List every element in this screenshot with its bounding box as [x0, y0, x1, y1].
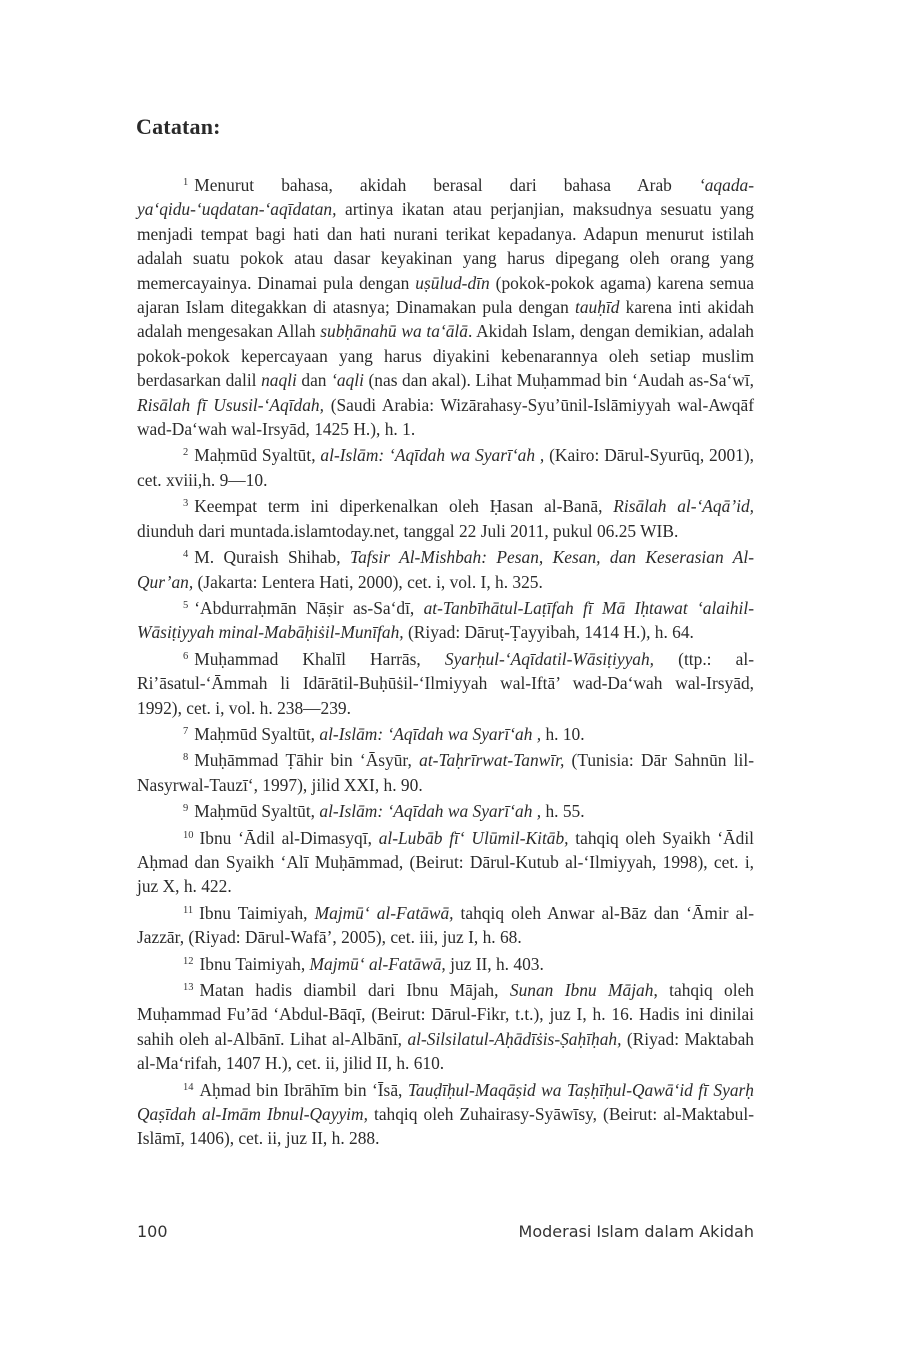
- endnote-text: Ibnu ‘Ādil al-Dimasyqī,: [199, 827, 379, 848]
- endnote-title-italic: ‘aqli: [331, 370, 364, 391]
- endnote-text: h. 55.: [541, 801, 585, 822]
- endnote-text: (Riyad: Dāruṭ-Ṭayyibah, 1414 H.), h. 64.: [403, 622, 694, 643]
- endnote-text: Muḥammad Khalīl Harrās,: [194, 648, 445, 669]
- endnote-title-italic: Majmū‘ al-Fatāwā,: [309, 953, 446, 974]
- endnote-text: tahqiq oleh Zuhairasy-Syāwīsy, (Beirut: al-Maktabul-Islāmī, 1406), cet. ii, juz II, h. 288.: [137, 1104, 754, 1149]
- endnote-number: 6: [183, 650, 189, 662]
- endnote-1: [137, 171, 754, 441]
- endnote-title-italic: al-Silsilatul-Aḥādīṡis-Ṣaḥīḥah,: [407, 1028, 622, 1049]
- endnote-text: Maḥmūd Syaltūt,: [194, 801, 320, 822]
- endnote-title-italic: al-Islām: ‘Aqīdah wa Syarī‘ah ,: [320, 445, 545, 466]
- endnote-text: Muḥāmmad Ṭāhir bin ‘Āsyūr,: [194, 750, 420, 771]
- endnote-12: [137, 950, 754, 976]
- endnote-text: Maḥmūd Syaltūt,: [194, 445, 321, 466]
- endnote-number: 5: [183, 599, 189, 611]
- endnote-title-italic: at-Taḥrīrwat-Tanwīr,: [419, 750, 565, 771]
- endnote-text: tahqiq oleh Syaikh ‘Ādil Aḥmad dan Syaikh ‘Alī Muḥāmmad, (Beirut: Dārul-Kutub al-‘Ilmiyyah, 1998), cet. i, juz X, h. 422.: [137, 827, 754, 897]
- endnote-text: diunduh dari muntada.islamtoday.net, tanggal 22 Juli 2011, pukul 06.25 WIB.: [137, 520, 679, 541]
- page-heading: Catatan:: [136, 114, 221, 139]
- endnote-title-italic: Sunan Ibnu Mājah: [509, 980, 654, 1000]
- endnote-text: dan: [296, 370, 332, 391]
- endnote-number: 2: [183, 447, 189, 459]
- endnote-title-italic: Majmū‘ al-Fatāwā,: [314, 902, 454, 923]
- endnote-5: [137, 594, 754, 645]
- endnote-title-italic: Tafsir Al-Mishbah: Pesan, Kesan, dan Keserasian Al-Qur’an,: [137, 547, 754, 592]
- endnote-text: juz II, h. 403.: [445, 953, 544, 974]
- endnote-11: [137, 899, 754, 950]
- endnotes-list: [137, 171, 754, 1151]
- page-number: 100: [137, 1222, 168, 1241]
- endnote-2: [137, 441, 754, 492]
- endnote-title-italic: Syarḥul-‘Aqīdatil-Wāsiṭiyyah,: [444, 648, 655, 669]
- endnote-number: 3: [183, 498, 189, 510]
- endnote-7: [137, 720, 754, 746]
- endnote-text: (pokok-pokok agama) karena semua ajaran Islam ditegakkan di atasnya; Dinamakan pula dengan: [137, 272, 754, 318]
- endnote-text: (nas dan akal). Lihat Muḥammad bin ‘Audah as-Sa‘wī,: [363, 370, 754, 391]
- endnote-title-italic: tauḥīd: [575, 297, 620, 318]
- endnote-text: artinya ikatan atau perjanjian, maksudnya sesuatu yang menjadi tempat bagi hati dan hati nurani terikat kepadanya. Adapun menurut istilah adalah suatu pokok atau dasar keyakinan yang harus dipegang oleh orang yang memercayainya. Dinamai pula dengan: [137, 199, 754, 293]
- endnote-3: [137, 492, 754, 543]
- endnote-text: Maḥmūd Syaltūt,: [194, 723, 320, 744]
- endnote-text: Ibnu Taimiyah,: [199, 902, 315, 923]
- endnote-text: . Akidah Islam, dengan demikian, adalah pokok-pokok kepercayaan yang harus diyakini kebenarannya oleh setiap muslim berdasarkan dalil: [137, 321, 754, 391]
- endnote-text: (Jakarta: Lentera Hati, 2000), cet. i, vol. I, h. 325.: [193, 571, 543, 592]
- endnote-10: [137, 824, 754, 899]
- endnote-title-italic: Risālah al-‘Aqā’id,: [613, 496, 754, 517]
- endnote-text: (Saudi Arabia: Wizārahasy-Syu’ūnil-Islāmiyyah wal-Awqāf wad-Da‘wah wal-Irsyād, 1425 H.), h. 1.: [137, 394, 754, 440]
- endnote-text: (ttp.: al-Ri’āsatul-‘Āmmah li Idārātil-Buḥūṡil-‘Ilmiyyah wal-Iftā’ wad-Da‘wah wal-Irsyād, 1992), cet. i, vol. h. 238—239.: [137, 648, 754, 718]
- endnote-title-italic: uṣūlud-dīn: [415, 272, 490, 293]
- endnote-title-italic: subḥānahū wa ta‘ālā: [320, 321, 468, 342]
- endnote-number: 1: [183, 177, 189, 188]
- endnote-text: Menurut bahasa, akidah berasal dari bahasa Arab: [194, 175, 699, 195]
- endnote-title-italic: ‘aqada-ya‘qidu-‘uqdatan-‘aqīdatan,: [137, 175, 754, 220]
- endnote-text: , tahqiq oleh Muḥammad Fu’ād ‘Abdul-Bāqī, (Beirut: Dārul-Fikr, t.t.), juz I, h. 16. Hadis ini dinilai sahih oleh al-Albānī. Lihat al-Albānī,: [137, 980, 754, 1049]
- endnote-text: karena inti akidah adalah mengesakan Allah: [137, 297, 754, 342]
- endnote-title-italic: al-Islām: ‘Aqīdah wa Syarī‘ah ,: [319, 723, 542, 744]
- endnote-title-italic: naqli: [261, 370, 297, 391]
- endnote-text: (Tunisia: Dār Sahnūn lil-Nasyrwal-Tauzī‘, 1997), jilid XXI, h. 90.: [137, 750, 755, 795]
- running-title: Moderasi Islam dalam Akidah: [518, 1222, 754, 1241]
- endnote-number: 12: [183, 955, 194, 967]
- endnote-text: (Kairo: Dārul-Syurūq, 2001), cet. xviii,h. 9—10.: [137, 445, 754, 490]
- page-footer: [137, 1222, 754, 1246]
- endnote-title-italic: Tauḍīḥul-Maqāṣid wa Taṣḥīḥul-Qawā‘id fī Syarḥ Qaṣīdah al-Imām Ibnul-Qayyim,: [137, 1079, 754, 1125]
- endnote-title-italic: at-Tanbīhātul-Laṭīfah fī Mā Iḥtawat ‘alaihil-Wāsiṭiyyah minal-Mabāḥiṡil-Munīfah,: [137, 597, 754, 643]
- endnote-text: h. 10.: [541, 723, 585, 744]
- endnote-text: Ibnu Taimiyah,: [199, 953, 310, 974]
- endnote-number: 14: [183, 1081, 194, 1093]
- endnote-14: [137, 1076, 754, 1151]
- endnote-8: [137, 746, 754, 797]
- endnote-text: tahqiq oleh Anwar al-Bāz dan ‘Āmir al-Jazzār, (Riyad: Dārul-Wafā’, 2005), cet. iii, juz I, h. 68.: [137, 902, 754, 948]
- endnote-text: Keempat term ini diperkenalkan oleh Ḥasan al-Banā,: [194, 496, 614, 517]
- endnote-number: 4: [183, 549, 189, 561]
- endnote-6: [137, 645, 754, 720]
- endnote-text: M. Quraish Shihab,: [194, 547, 351, 568]
- endnote-text: ‘Abdurraḥmān Nāṣir as-Sa‘dī,: [194, 597, 424, 618]
- endnote-text: Matan hadis diambil dari Ibnu Mājah,: [199, 980, 510, 1000]
- endnote-title-italic: Risālah fī Ususil-‘Aqīdah,: [137, 394, 324, 415]
- endnote-text: (Riyad: Maktabah al-Ma‘rifah, 1407 H.), cet. ii, jilid II, h. 610.: [137, 1028, 754, 1074]
- endnote-number: 9: [183, 803, 189, 815]
- endnote-title-italic: al-Lubāb fī‘ Ulūmil-Kitāb,: [378, 827, 569, 848]
- endnote-number: 8: [183, 752, 189, 764]
- endnote-text: Aḥmad bin Ibrāhīm bin ‘Īsā,: [199, 1079, 408, 1100]
- endnote-number: 11: [183, 904, 194, 916]
- endnote-number: 13: [183, 982, 194, 993]
- endnote-number: 10: [183, 829, 194, 841]
- endnote-9: [137, 797, 754, 823]
- endnote-13: [137, 976, 754, 1076]
- endnote-title-italic: al-Islām: ‘Aqīdah wa Syarī‘ah ,: [319, 801, 542, 822]
- endnote-number: 7: [183, 725, 189, 737]
- endnote-4: [137, 543, 754, 594]
